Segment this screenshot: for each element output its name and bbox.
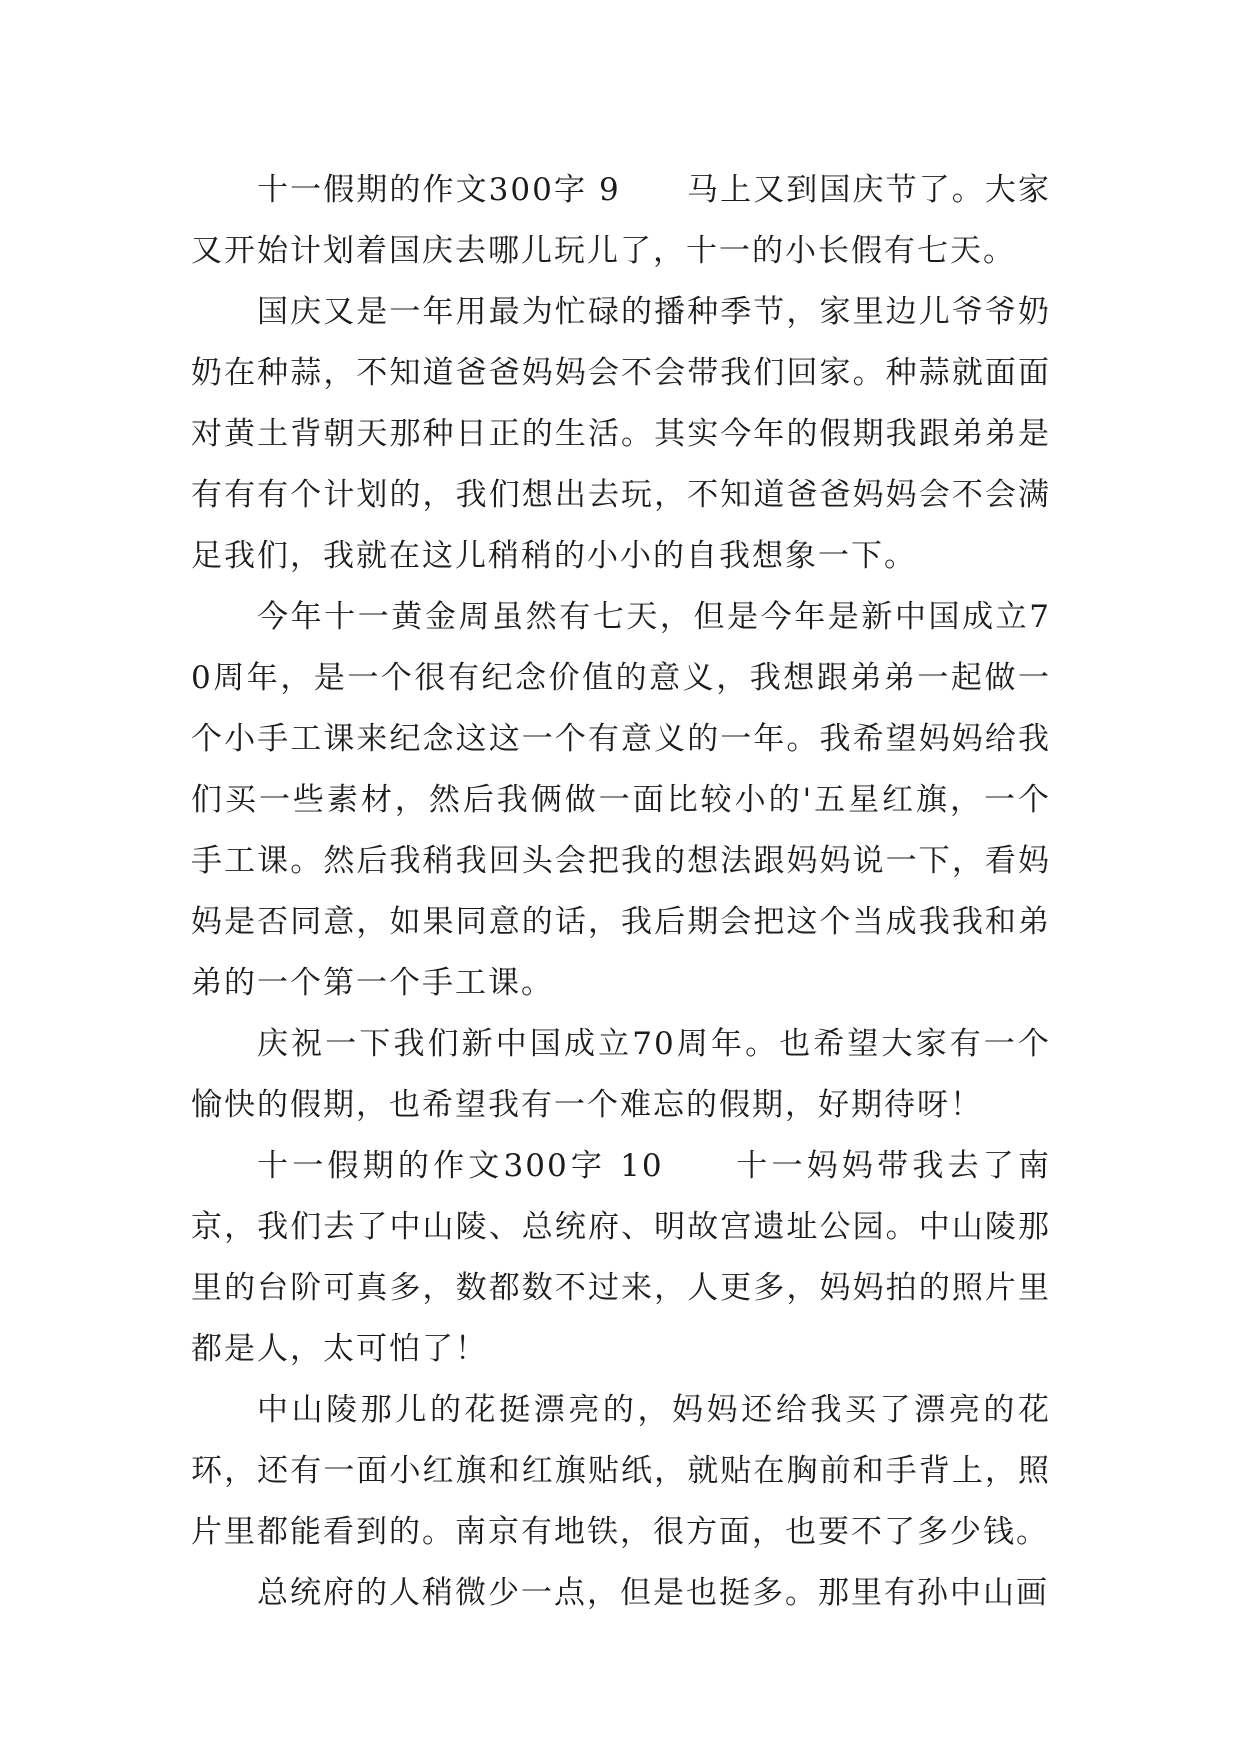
paragraph: 今年十一黄金周虽然有七天，但是今年是新中国成立70周年，是一个很有纪念价值的意义，我想跟弟弟一起做一个小手工课来纪念这这一个有意义的一年。我希望妈妈给我们买一些素材，然后我俩做一面比较小的'五星红旗，一个手工课。然后我稍我回头会把我的想法跟妈妈说一下，看妈妈是否同意，如果同意的话，我后期会把这个当成我我和弟弟的一个第一个手工课。 [191, 599, 1051, 1001]
paragraph: 十一假期的作文300字 10 十一妈妈带我去了南京，我们去了中山陵、总统府、明故宫遗址公园。中山陵那里的台阶可真多，数都数不过来，人更多，妈妈拍的照片里都是人，太可怕了！ [191, 1148, 1051, 1367]
document-body [191, 160, 1051, 1624]
paragraph: 中山陵那儿的花挺漂亮的，妈妈还给我买了漂亮的花环，还有一面小红旗和红旗贴纸，就贴在胸前和手背上，照片里都能看到的。南京有地铁，很方面，也要不了多少钱。 [191, 1392, 1051, 1550]
paragraph: 庆祝一下我们新中国成立70周年。也希望大家有一个愉快的假期，也希望我有一个难忘的假期，好期待呀！ [191, 1026, 1051, 1123]
paragraph: 总统府的人稍微少一点，但是也挺多。那里有孙中山画 [257, 1575, 1049, 1611]
paragraph: 国庆又是一年用最为忙碌的播种季节，家里边儿爷爷奶奶在种蒜，不知道爸爸妈妈会不会带我们回家。种蒜就面面对黄土背朝天那种日正的生活。其实今年的假期我跟弟弟是有有有个计划的，我们想出去玩，不知道爸爸妈妈会不会满足我们，我就在这儿稍稍的小小的自我想象一下。 [191, 294, 1051, 574]
paragraph: 十一假期的作文300字 9 马上又到国庆节了。大家又开始计划着国庆去哪儿玩儿了，十一的小长假有七天。 [191, 172, 1051, 269]
